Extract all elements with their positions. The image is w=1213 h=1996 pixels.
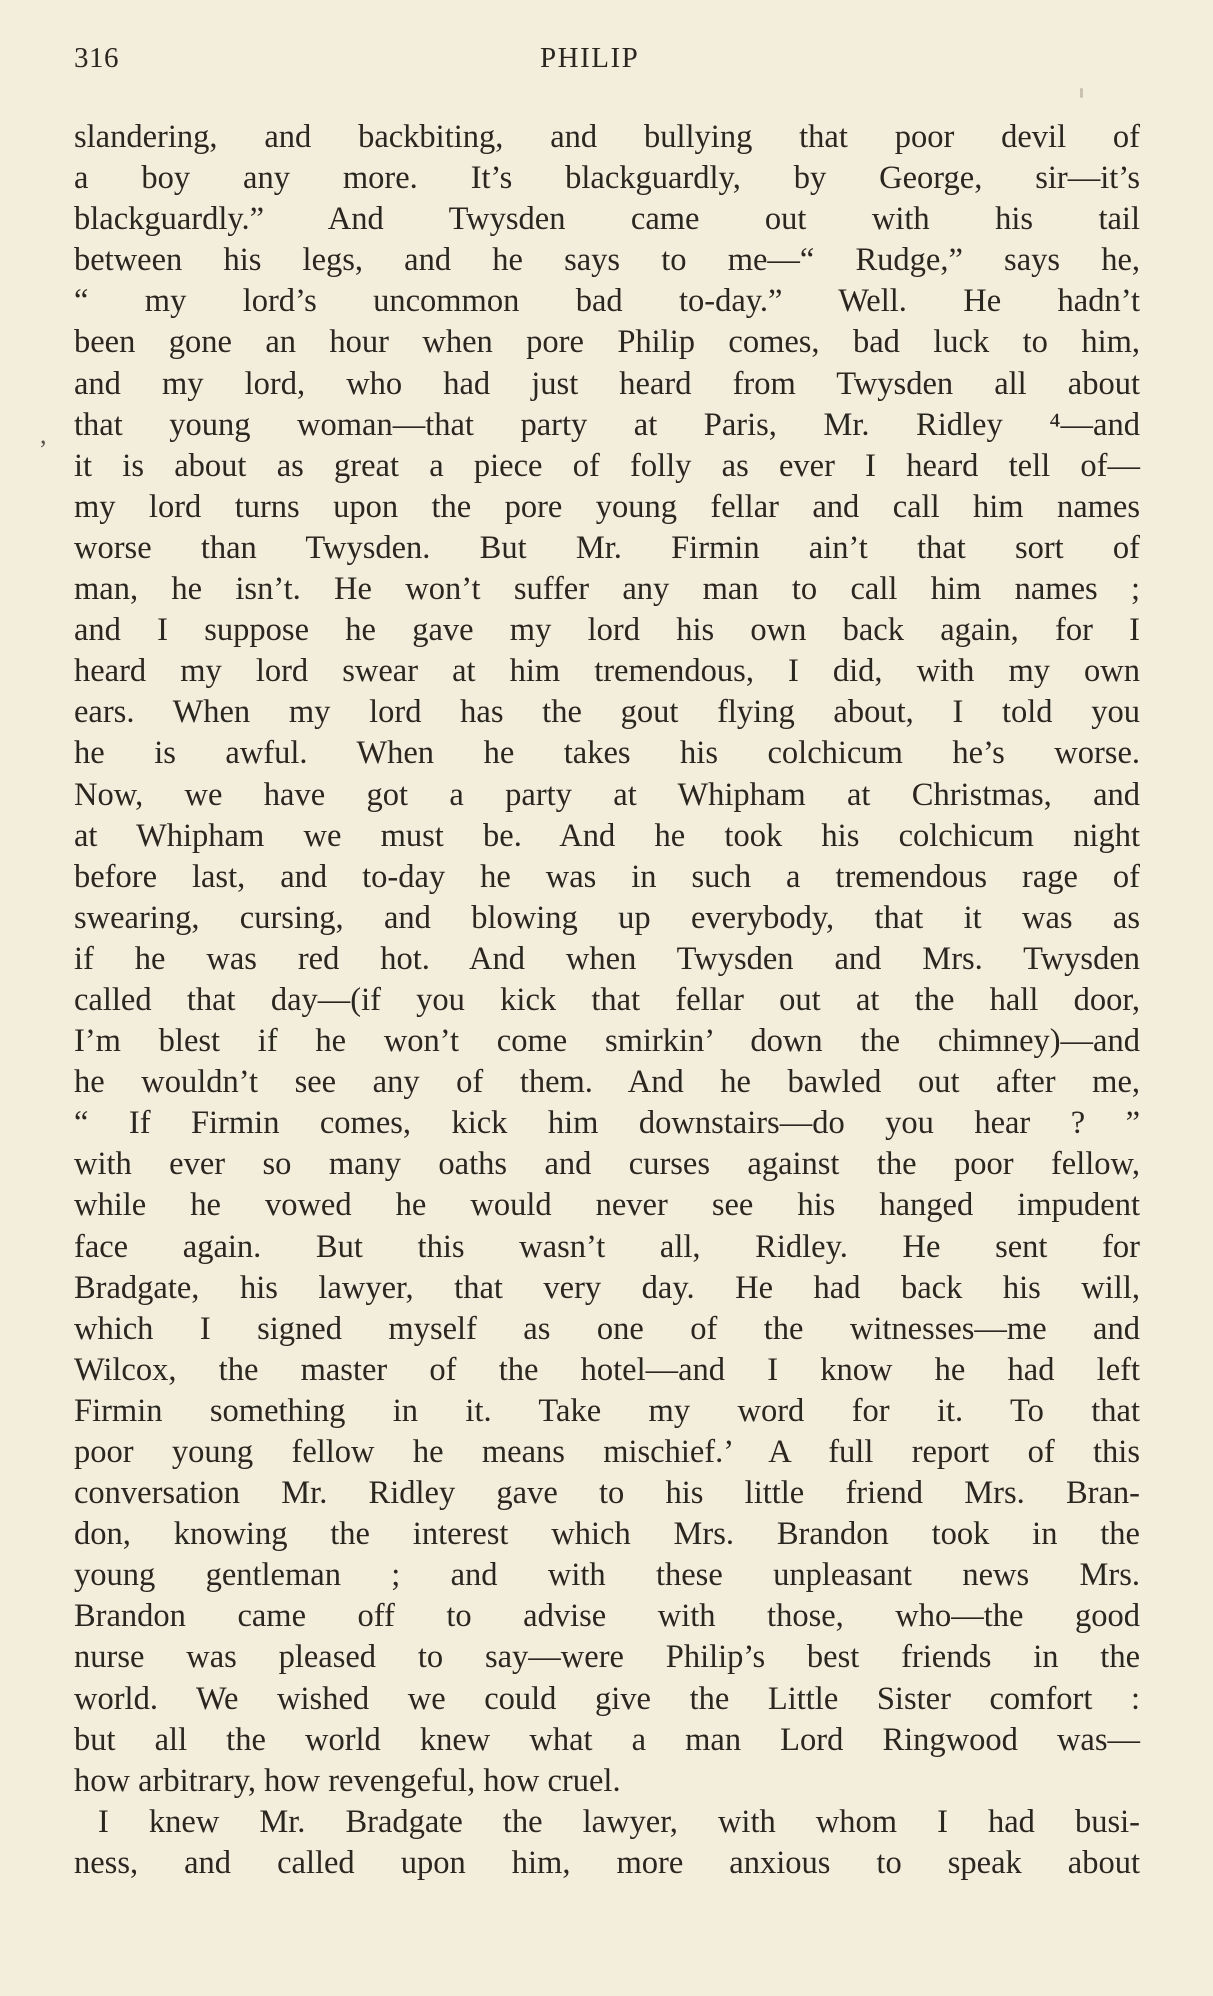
page-number: 316: [74, 42, 119, 74]
text-line: face again. But this wasn’t all, Ridley. He sent for: [74, 1228, 1140, 1265]
text-line: Firmin something in it. Take my word for it. To that: [74, 1392, 1140, 1429]
text-line: but all the world knew what a man Lord Ringwood was—: [74, 1721, 1140, 1758]
text-line: blackguardly.” And Twysden came out with his tail: [74, 201, 1140, 238]
text-line: been gone an hour when pore Philip comes, bad luck to him,: [74, 324, 1140, 361]
text-line: a boy any more. It’s blackguardly, by George, sir—it’s: [74, 160, 1140, 197]
text-line: poor young fellow he means mischief.’ A full report of this: [74, 1434, 1140, 1470]
body-text: [74, 117, 1140, 1884]
text-line: he wouldn’t see any of them. And he bawled out after me,: [74, 1064, 1140, 1101]
text-line: called that day—(if you kick that fellar out at the hall door,: [74, 981, 1140, 1018]
text-line: before last, and to-day he was in such a tremendous rage of: [74, 858, 1140, 895]
page-header: [74, 42, 1140, 82]
text-line: Now, we have got a party at Whipham at Christmas, and: [74, 776, 1140, 813]
text-line: “ If Firmin comes, kick him downstairs—do you hear ? ”: [74, 1105, 1140, 1142]
text-line: nurse was pleased to say—were Philip’s best friends in the: [74, 1639, 1140, 1676]
text-line: don, knowing the interest which Mrs. Brandon took in the: [74, 1516, 1140, 1553]
text-line: I’m blest if he won’t come smirkin’ down the chimney)—and: [74, 1023, 1140, 1060]
text-line: Wilcox, the master of the hotel—and I know he had left: [74, 1351, 1140, 1388]
running-title: PHILIP: [540, 42, 640, 74]
text-line: how arbitrary, how revengeful, how cruel.: [74, 1762, 621, 1799]
margin-mark: ,: [40, 420, 47, 449]
text-line: I knew Mr. Bradgate the lawyer, with whom I had busi-: [98, 1803, 1140, 1840]
text-line: between his legs, and he says to me—“ Rudge,” says he,: [74, 242, 1140, 279]
text-line: and my lord, who had just heard from Twysden all about: [74, 365, 1140, 402]
text-line: Bradgate, his lawyer, that very day. He had back his will,: [74, 1269, 1140, 1306]
text-line: if he was red hot. And when Twysden and Mrs. Twysden: [74, 940, 1140, 977]
text-line: Brandon came off to advise with those, who—the good: [74, 1598, 1140, 1635]
text-line: ness, and called upon him, more anxious to speak about: [74, 1844, 1140, 1881]
text-line: swearing, cursing, and blowing up everybody, that it was as: [74, 899, 1140, 936]
text-line: with ever so many oaths and curses against the poor fellow,: [74, 1146, 1140, 1183]
text-line: which I signed myself as one of the witnesses—me and: [74, 1310, 1140, 1347]
paper-speck: [1080, 88, 1083, 98]
text-line: my lord turns upon the pore young fellar and call him names: [74, 488, 1140, 525]
text-line: conversation Mr. Ridley gave to his little friend Mrs. Bran-: [74, 1475, 1140, 1512]
text-line: while he vowed he would never see his hanged impudent: [74, 1187, 1140, 1224]
text-line: it is about as great a piece of folly as ever I heard tell of—: [74, 447, 1140, 484]
text-line: “ my lord’s uncommon bad to-day.” Well. He hadn’t: [74, 283, 1140, 320]
text-line: man, he isn’t. He won’t suffer any man to call him names ;: [74, 571, 1140, 608]
text-line: world. We wished we could give the Little Sister comfort :: [74, 1680, 1140, 1717]
text-line: worse than Twysden. But Mr. Firmin ain’t that sort of: [74, 529, 1140, 566]
text-line: he is awful. When he takes his colchicum he’s worse.: [74, 735, 1140, 772]
text-line: at Whipham we must be. And he took his colchicum night: [74, 817, 1140, 854]
text-line: and I suppose he gave my lord his own back again, for I: [74, 612, 1140, 649]
text-line: that young woman—that party at Paris, Mr. Ridley ⁴—and: [74, 406, 1140, 443]
text-line: heard my lord swear at him tremendous, I did, with my own: [74, 653, 1140, 690]
text-line: slandering, and backbiting, and bullying that poor devil of: [74, 119, 1140, 155]
text-line: ears. When my lord has the gout flying about, I told you: [74, 694, 1140, 731]
text-line: young gentleman ; and with these unpleasant news Mrs.: [74, 1557, 1140, 1594]
